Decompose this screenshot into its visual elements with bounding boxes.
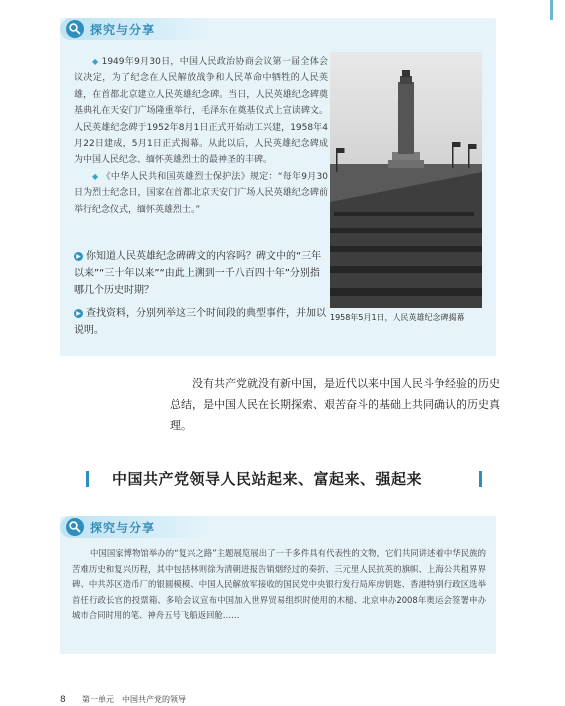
- heading-bar-left: [86, 471, 89, 487]
- magnifier-icon: [66, 20, 84, 38]
- body-paragraph: 没有共产党就没有新中国，是近代以来中国人民斗争经验的历史总结，是中国人民在长期探索、艰苦奋斗的基础上共同确认的历史真理。: [170, 377, 500, 432]
- section-heading: [86, 466, 482, 492]
- box-header: [60, 516, 210, 538]
- question-2: [74, 305, 328, 339]
- page-footer: [60, 694, 186, 705]
- paragraph: 《中华人民共和国英雄烈士保护法》规定：“每年9月30日为烈士纪念日，国家在首都北京天安门广场人民英雄纪念碑前举行纪念仪式，缅怀英雄烈士。”: [74, 171, 328, 215]
- box-header: [60, 18, 210, 40]
- question-arrow-icon: ▶: [74, 309, 83, 318]
- question-text: 查找资料，分别列举这三个时间段的典型事件，并加以说明。: [74, 308, 326, 336]
- question-text: 你知道人民英雄纪念碑碑文的内容吗？碑文中的“三年以来”“三十年以来”“由此上溯到一千八百四十年”分别指哪几个历史时期？: [74, 251, 322, 296]
- page-edge-rule: [550, 0, 553, 20]
- text-block: [74, 54, 328, 218]
- explore-share-box-1: [60, 18, 496, 356]
- magnifier-icon: [66, 518, 84, 536]
- heading-bar-right: [479, 471, 482, 487]
- page-number: 8: [60, 695, 66, 705]
- photo-caption: 1958年5月1日，人民英雄纪念碑揭幕: [330, 313, 465, 322]
- question-arrow-icon: ▶: [74, 252, 83, 261]
- explore-share-box-2: [60, 516, 496, 654]
- diamond-bullet-icon: ◆: [92, 171, 99, 181]
- paragraph: 中国国家博物馆举办的“复兴之路”主题展览展出了一千多件具有代表性的文物，它们共同讲述着中华民族的苦难历史和复兴历程，其中包括林则徐为清朝进报告销烟经过的奏折、三元里人民抗英的旗帜、上海公共租界界碑、中共苏区造币厂的银圆模模、中国人民解放军接收的国民党中央银行发行局库房钥匙、香港特别行政区选举首任行政长官的投票箱、多哈会议宣布中国加入世界贸易组织时使用的木槌、北京申办2008年奥运会签署申办城市合同时用的笔、神舟五号飞船返回舱……: [72, 548, 486, 621]
- box-title: 探究与分享: [90, 521, 156, 535]
- footer-text: 第一单元 中国共产党的领导: [82, 695, 186, 704]
- section-title: 中国共产党领导人民站起来、富起来、强起来: [112, 470, 423, 488]
- box-title: 探究与分享: [90, 23, 156, 37]
- diamond-bullet-icon: ◆: [92, 57, 99, 66]
- question-1: [74, 248, 328, 299]
- monument-photo: [330, 52, 482, 308]
- paragraph: 1949年9月30日，中国人民政治协商会议第一届全体会议决定，为了纪念在人民解放战争和人民革命中牺牲的人民英雄，在首都北京建立人民英雄纪念碑。当日，人民英雄纪念碑奠基典礼在天安门广场隆重举行，毛泽东在奠基仪式上宣读碑文。人民英雄纪念碑于1952年8月1日正式开始动工兴建，1958年4月22日建成，5月1日正式揭幕。从此以后，人民英雄纪念碑成为中国人民纪念、缅怀英雄烈士的最神圣的丰碑。: [74, 57, 328, 166]
